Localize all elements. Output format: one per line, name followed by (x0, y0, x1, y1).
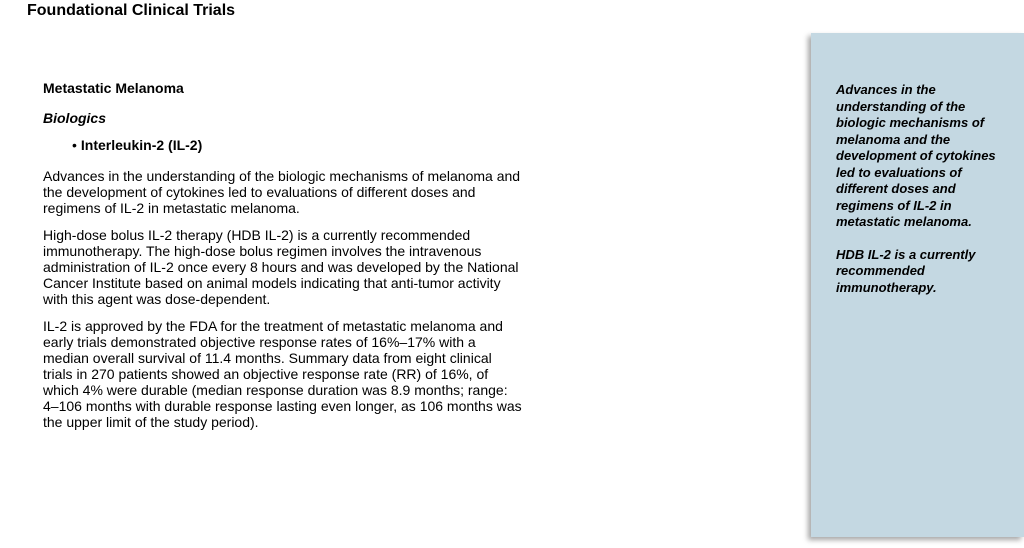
bullet-item-label: Interleukin-2 (IL-2) (80, 137, 203, 153)
section-title: Metastatic Melanoma (43, 80, 184, 96)
body-paragraph-2: High-dose bolus IL-2 therapy (HDB IL-2) is a currently recommended immunotherapy. The high-dose bolus regimen involves the intravenous administration of IL-2 once every 8 hours and was developed by the National Cancer Institute based on animal models indicating that anti-tumor activity with this agent was dose-dependent. (43, 227, 519, 307)
page-title: Foundational Clinical Trials (27, 2, 236, 19)
callout-paragraph-2: HDB IL-2 is a currently recommended immunotherapy. (836, 246, 976, 295)
subsection-title: Biologics (43, 110, 107, 126)
body-paragraph-3: IL-2 is approved by the FDA for the treatment of metastatic melanoma and early trials demonstrated objective response rates of 16%–17% with a median overall survival of 11.4 months. Summary data from eight clinical trials in 270 patients showed an objective response rate (RR) of 16%, of which 4% were durable (median response duration was 8.9 months; range: 4–106 months with durable response lasting even longer, as 106 months was the upper limit of the study period). (43, 318, 522, 430)
callout-text (836, 82, 1012, 312)
body-paragraph-1: Advances in the understanding of the biologic mechanisms of melanoma and the development of cytokines led to evaluations of different doses and regimens of IL-2 in metastatic melanoma. (43, 168, 521, 216)
bullet-list-item (72, 137, 523, 153)
main-content (43, 80, 523, 441)
callout-paragraph-1: Advances in the understanding of the biologic mechanisms of melanoma and the development of cytokines led to evaluations of different doses and regimens of IL-2 in metastatic melanoma. (836, 82, 996, 229)
callout-box (811, 33, 1024, 537)
bullet-dot-icon: • (72, 137, 77, 153)
